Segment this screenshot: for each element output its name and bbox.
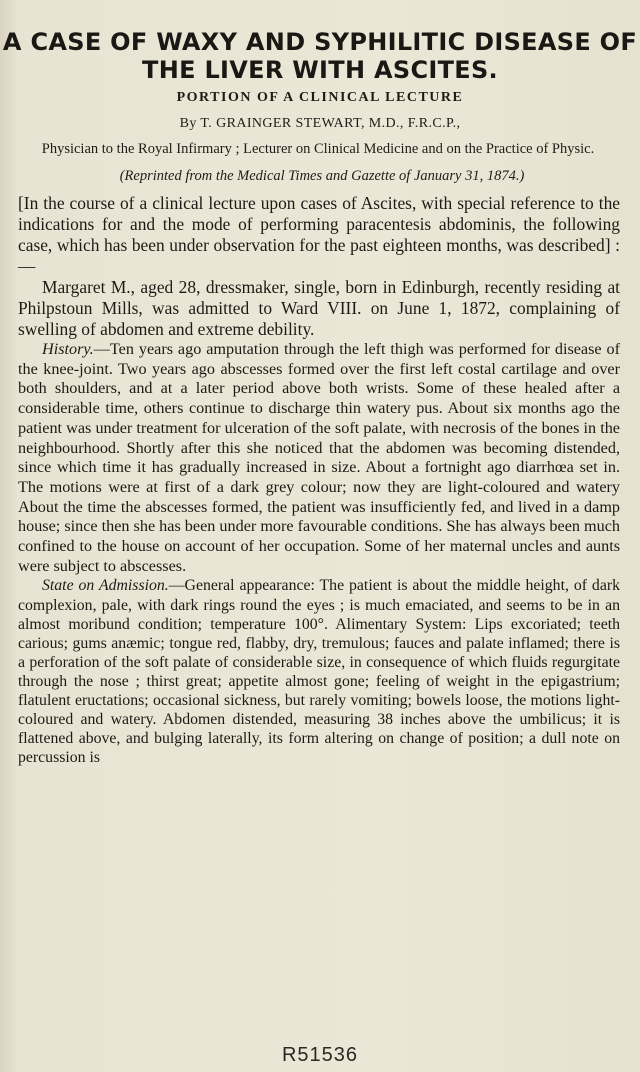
patient-paragraph [18,277,620,340]
article-title: A CASE OF WAXY AND SYPHILITIC DISEASE OF THE LIVER WITH ASCITES. [2,28,638,84]
intro-paragraph [18,193,620,277]
article-body [18,193,620,767]
author-affiliation: Physician to the Royal Infirmary ; Lecturer on Clinical Medicine and on the Practice of Physic. [41,141,595,157]
article [0,28,640,767]
author-line: By T. GRAINGER STEWART, M.D., F.R.C.P., [179,116,461,131]
section-lead: History. [42,340,94,358]
history-paragraph [18,340,620,576]
paragraph-text: —General appearance: The patient is about the middle height, of dark complexion, pale, with dark rings round the eyes ; is much emaciated, and seems to be in an almost moribund condition; temperature 100°. Alimentary System: Lips excoriated; teeth carious; gums anæmic; tongue red, flabby, dry, tremulous; fauces and palate inflamed; there is a perforation of the soft palate of considerable size, in consequence of which fluids regurgitate through the nose ; thirst great; appetite almost gone; feeling of weight in the epigastrium; flatulent eructations; occasional sickness, but rarely vomiting; bowels loose, the motions light-coloured and watery. Abdomen distended, measuring 38 inches above the umbilicus; it is flattened above, and bulging laterally, its form altering on change of position; a dull note on percussion is [18,577,620,767]
article-subtitle: PORTION OF A CLINICAL LECTURE [176,90,464,105]
paragraph-text: Margaret M., aged 28, dressmaker, single, born in Edinburgh, recently residing at Philpstoun Mills, was admitted to Ward VIII. on June 1, 1872, complaining of swelling of abdomen and extreme debility. [18,277,620,339]
library-stamp: R51536 [281,1044,359,1066]
section-lead: State on Admission. [42,577,169,595]
admission-paragraph [18,576,620,767]
paragraph-text: —Ten years ago amputation through the left thigh was performed for disease of the knee-joint. Two years ago abscesses formed over the first left costal cartilage and over both shoulders, and at a later period above both wrists. Some of these healed after a considerable time, others continue to discharge thin watery pus. About six months ago the patient was under treatment for ulceration of the soft palate, with necrosis of the bones in the neighbourhood. Shortly after this she noticed that the abdomen was becoming distended, since which time it has gradually increased in size. About a fortnight ago diarrhœa set in. The motions were at first of a dark grey colour; now they are light-coloured and watery About the time the abscesses formed, the patient was insufficiently fed, and lived in a damp house; since then she has been under more favourable conditions. She has always been much confined to the house on account of her occupation. Some of her maternal uncles and aunts were subject to abscesses. [18,340,620,575]
paragraph-text: [In the course of a clinical lecture upon cases of Ascites, with special reference to the indications for and the mode of performing paracentesis abdominis, the following case, which has been under observation for the past eighteen months, was described] :— [18,193,620,276]
reprint-note: (Reprinted from the Medical Times and Gazette of January 31, 1874.) [119,168,525,184]
